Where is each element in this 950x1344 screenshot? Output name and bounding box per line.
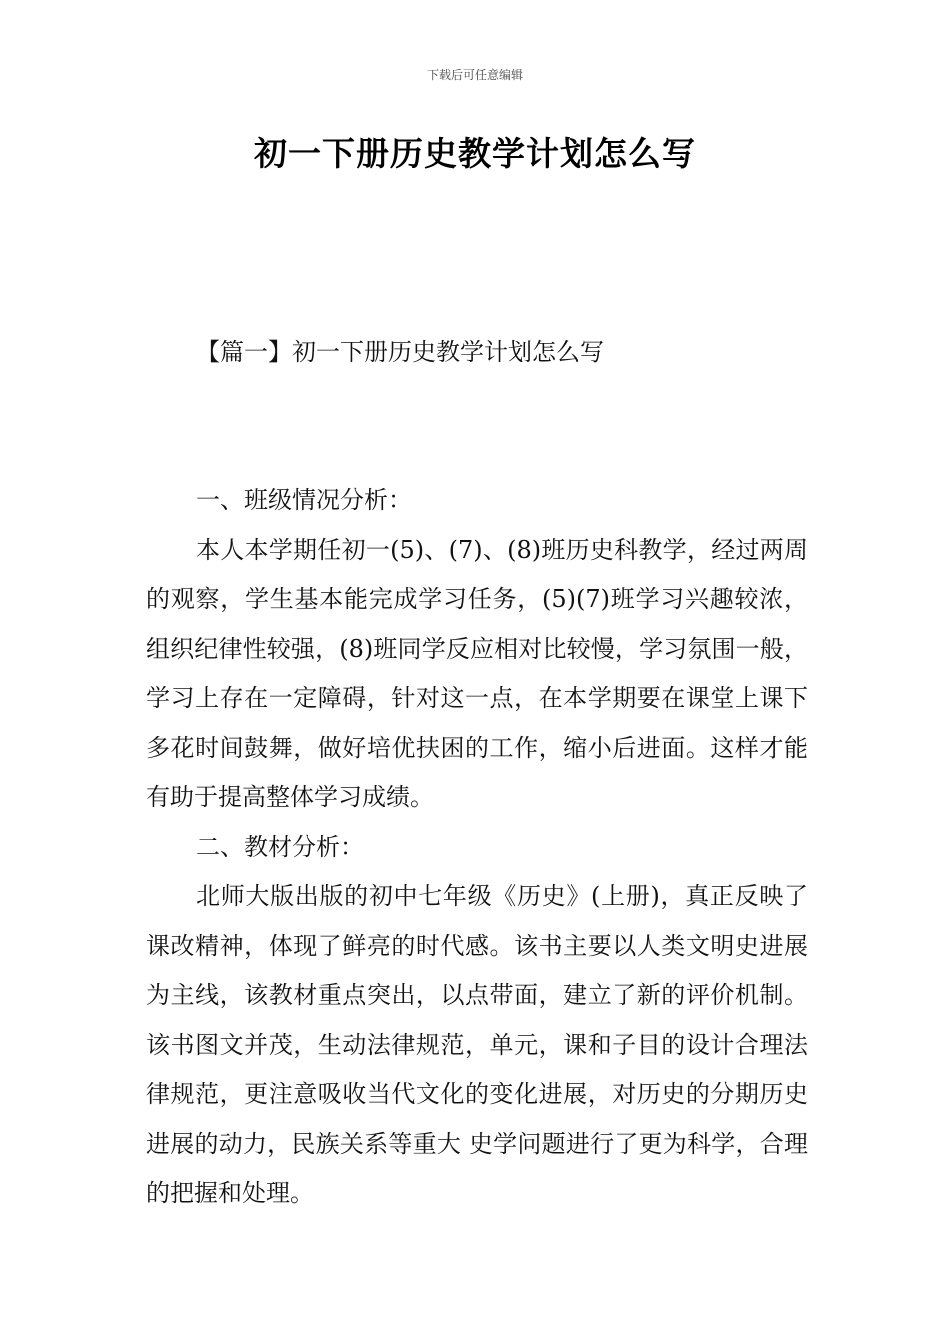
header-note: 下载后可任意编辑 xyxy=(426,68,523,82)
subheading-class-analysis: 一、班级情况分析： xyxy=(196,486,412,514)
paragraph-class-analysis: 本人本学期任初一(5)、(7)、(8)班历史科教学，经过两周的观察，学生基本能完成学习任务，(5)(7)班学习兴趣较浓，组织纪律性较强，(8)班同学反应相对比较慢，学习氛围一般，学习上存在一定障碍，针对这一点，在本学期要在课堂上课下多花时间鼓舞，做好培优扶困的工作，缩小后进面。这样才能有助于提高整体学习成绩。 xyxy=(146,535,808,811)
paragraph-textbook-analysis: 北师大版出版的初中七年级《历史》(上册)，真正反映了课改精神，体现了鲜亮的时代感。该书主要以人类文明史进展为主线，该教材重点突出，以点带面，建立了新的评价机制。该书图文并茂，生动法律规范，单元，课和子目的设计合理法律规范，更注意吸收当代文化的变化进展，对历史的分期历史进展的动力，民族关系等重大 史学问题进行了更为科学，合理的把握和处理。 xyxy=(146,882,808,1207)
document-title: 初一下册历史教学计划怎么写 xyxy=(254,134,696,173)
subheading-textbook-analysis: 二、教材分析： xyxy=(196,832,364,861)
section-heading: 【篇一】初一下册历史教学计划怎么写 xyxy=(196,338,604,366)
document-body xyxy=(146,476,808,1219)
